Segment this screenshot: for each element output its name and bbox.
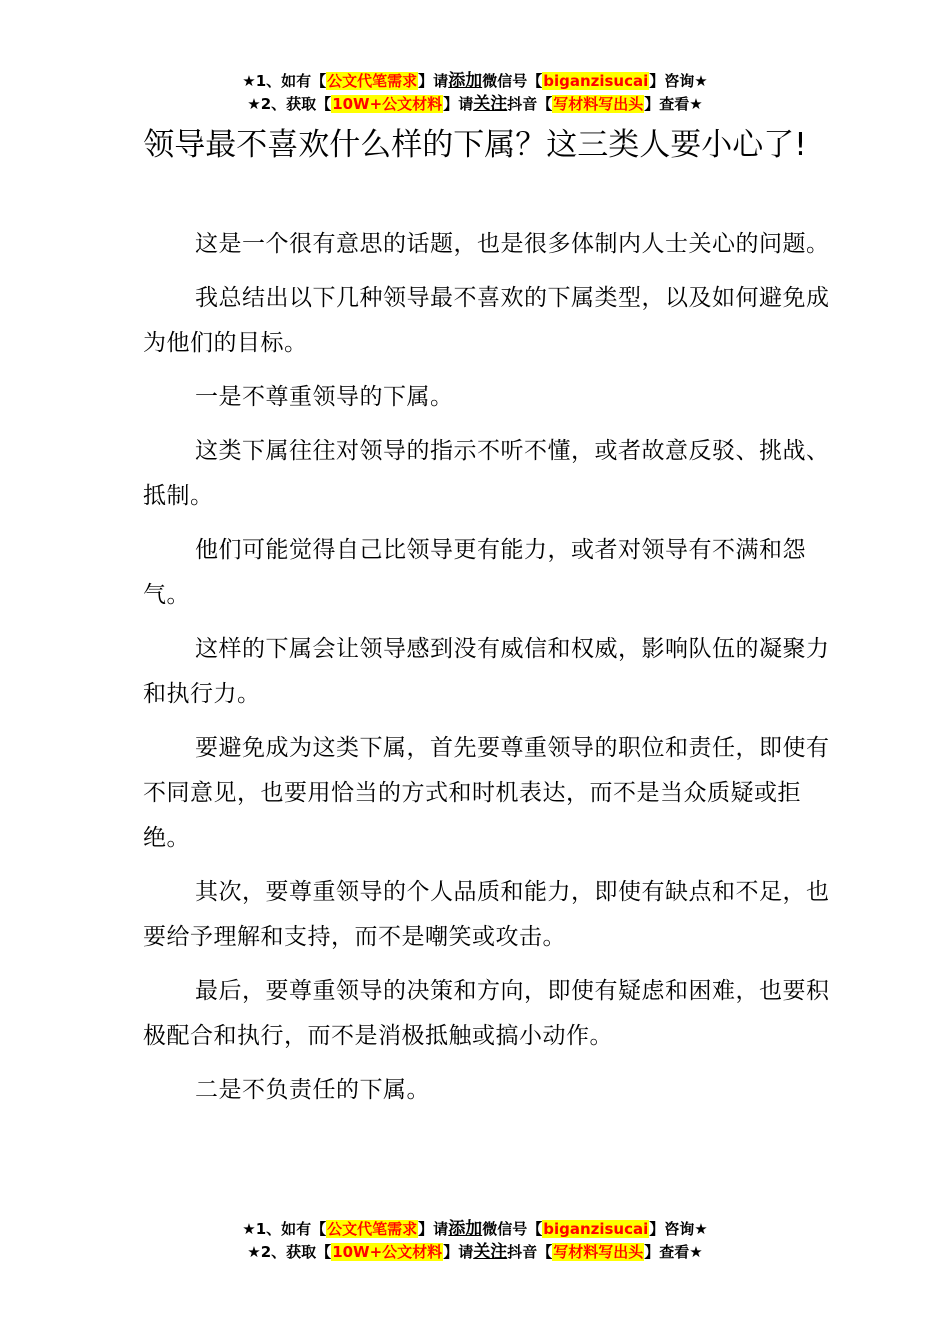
banner-text: 】查看★ [644,1243,703,1261]
paragraph: 这是一个很有意思的话题，也是很多体制内人士关心的问题。 [195,231,830,257]
paragraph: 二是不负责任的下属。 [195,1077,430,1103]
banner-text: 微信号【 [482,1220,543,1238]
highlight-text: 写材料写出头 [553,1243,644,1261]
banner-text: ★1、如有【 [242,72,327,90]
banner-text: ★1、如有【 [242,1220,327,1238]
banner-text: 抖音【 [507,1243,553,1261]
paragraph: 他们可能觉得自己比领导更有能力，或者对领导有不满和怨气。 [143,537,806,608]
paragraph: 这类下属往往对领导的指示不听不懂，或者故意反驳、挑战、抵制。 [143,438,830,509]
header-banner [0,70,950,116]
banner-text: ★2、获取【 [247,1243,332,1261]
banner-text: 】请 [418,72,449,90]
underlined-text: 添加 [448,1219,483,1239]
banner-line-2 [0,1241,950,1264]
banner-text: 】请 [443,1243,474,1261]
paragraph: 最后，要尊重领导的决策和方向，即使有疑虑和困难，也要积极配合和执行，而不是消极抵触或搞小动作。 [143,978,830,1049]
highlight-text: biganzisucai [543,1220,649,1238]
document-title: 领导最不喜欢什么样的下属？这三类人要小心了! [143,127,807,163]
banner-text: 】请 [443,95,474,113]
banner-line-1 [0,1218,950,1241]
banner-text: 微信号【 [482,72,543,90]
banner-line-1 [0,70,950,93]
highlight-text: 10W+公文材料 [332,1243,443,1261]
paragraph: 一是不尊重领导的下属。 [195,384,454,410]
underlined-text: 添加 [448,71,483,91]
paragraph: 其次，要尊重领导的个人品质和能力，即使有缺点和不足，也要给予理解和支持，而不是嘲笑或攻击。 [143,879,830,950]
paragraph: 这样的下属会让领导感到没有威信和权威，影响队伍的凝聚力和执行力。 [143,636,830,707]
banner-line-2 [0,93,950,116]
paragraph: 我总结出以下几种领导最不喜欢的下属类型，以及如何避免成为他们的目标。 [143,285,830,356]
underlined-text: 关注 [473,1242,508,1262]
banner-text: 】咨询★ [649,72,708,90]
highlight-text: 公文代笔需求 [327,1220,418,1238]
banner-text: 】请 [418,1220,449,1238]
banner-text: 抖音【 [507,95,553,113]
banner-text: 】咨询★ [649,1220,708,1238]
document-body [143,222,833,1122]
banner-text: 】查看★ [644,95,703,113]
highlight-text: 公文代笔需求 [327,72,418,90]
highlight-text: 写材料写出头 [553,95,644,113]
footer-banner [0,1218,950,1264]
underlined-text: 关注 [473,94,508,114]
highlight-text: 10W+公文材料 [332,95,443,113]
highlight-text: biganzisucai [543,72,649,90]
banner-text: ★2、获取【 [247,95,332,113]
paragraph: 要避免成为这类下属，首先要尊重领导的职位和责任，即使有不同意见，也要用恰当的方式和时机表达，而不是当众质疑或拒绝。 [143,735,830,851]
